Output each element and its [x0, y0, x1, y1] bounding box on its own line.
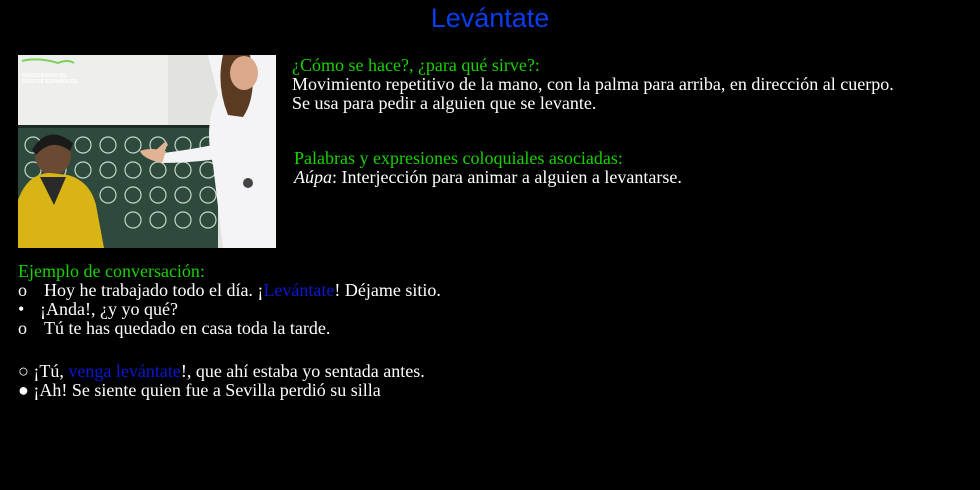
conversation-line: o Hoy he trabajado todo el día. ¡Levántate! Déjame sitio. [18, 280, 441, 300]
conversation-line: o Tú te has quedado en casa toda la tarde. [18, 318, 331, 338]
gesture-photo [18, 55, 276, 248]
conversation-line: • ¡Anda!, ¿y yo qué? [18, 299, 178, 319]
highlight-word: Levántate [263, 280, 335, 300]
how-description: Movimiento repetitivo de la mano, con la palma para arriba, en dirección al cuerpo. [292, 74, 894, 94]
conversation-line: ○ ¡Tú, venga levántate!, que ahí estaba yo sentada antes. [18, 361, 425, 381]
bullet-marker: o [18, 318, 27, 338]
expressions-section [294, 149, 682, 187]
conversation-line: ● ¡Ah! Se siente quien fue a Sevilla perdió su silla [18, 380, 381, 400]
how-usage: Se usa para pedir a alguien que se levante. [292, 93, 597, 113]
expression-definition: : Interjección para animar a alguien a levantarse. [332, 167, 682, 187]
how-heading: ¿Cómo se hace?, ¿para qué sirve?: [292, 55, 540, 75]
bullet-marker: ○ [18, 361, 29, 381]
bullet-marker: o [18, 280, 27, 300]
conversation-second [18, 362, 425, 400]
highlight-phrase: venga levántate [68, 361, 181, 381]
expressions-heading: Palabras y expresiones coloquiales asociadas: [294, 148, 623, 168]
logo-text: DICCIONARIO DE GESTOS ESPAÑOLES [22, 73, 78, 85]
conversation-heading: Ejemplo de conversación: [18, 261, 205, 281]
expression-term: Aúpa [294, 167, 332, 187]
conversation-section [18, 262, 441, 338]
expression-entry [294, 168, 682, 187]
how-section [292, 56, 894, 113]
page-title: Levántate [430, 3, 550, 33]
bullet-marker: • [18, 299, 25, 319]
bullet-marker: ● [18, 380, 29, 400]
